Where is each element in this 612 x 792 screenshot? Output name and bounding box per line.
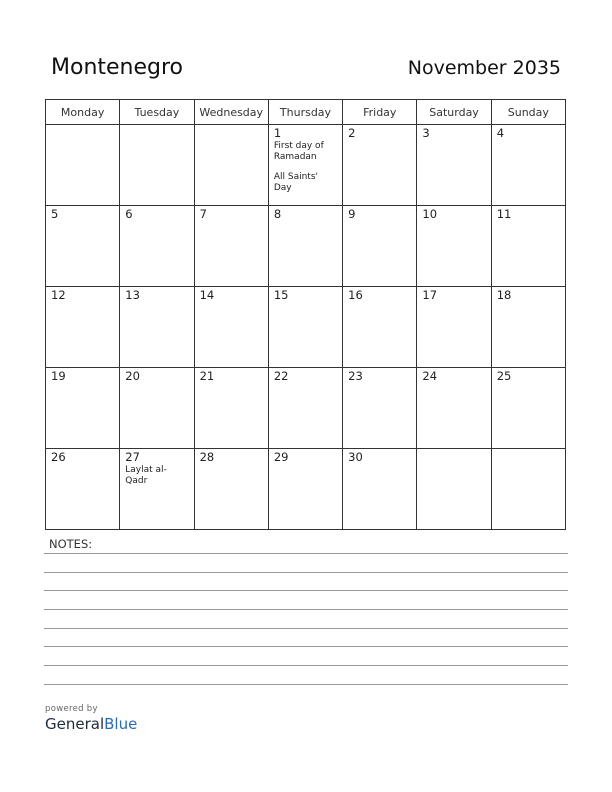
day-cell [343,206,417,287]
week-row [46,125,566,206]
day-cell [491,368,565,449]
day-cell [120,368,194,449]
day-cell [268,449,342,530]
day-cell [417,125,491,206]
weekday-header: Tuesday [120,100,194,125]
day-cell [268,287,342,368]
month-year-title: November 2035 [407,57,561,79]
day-number: 15 [273,288,289,302]
holiday-event: All Saints' Day [273,172,318,193]
brand-general: General [45,715,105,733]
day-number: 29 [273,450,289,464]
day-number: 14 [199,288,215,302]
day-cell [46,287,120,368]
notes-line [44,665,568,666]
brand-blue: Blue [104,715,138,733]
day-cell [417,206,491,287]
day-number: 12 [51,288,66,302]
day-number: 3 [422,126,430,140]
weekday-header: Wednesday [194,100,268,125]
day-cell [120,125,194,206]
day-cell [491,206,565,287]
notes-line [44,646,568,647]
day-number: 22 [273,369,289,383]
week-row [46,206,566,287]
week-row [46,449,566,530]
day-number: 4 [496,126,505,140]
day-cell [491,125,565,206]
day-number: 21 [199,369,215,383]
day-cell [120,206,194,287]
day-cell [120,287,194,368]
day-cell [194,287,268,368]
day-cell [46,368,120,449]
holiday-event: First day of Ramadan [273,141,324,162]
day-number: 6 [125,207,133,221]
country-title: Montenegro [51,55,184,80]
day-number: 25 [496,369,512,383]
brand-footer [45,704,137,733]
day-cell [46,206,120,287]
day-cell [491,287,565,368]
day-number: 8 [273,207,282,221]
day-cell [343,125,417,206]
notes-line [44,572,568,573]
day-cell [417,449,491,530]
day-cell [343,449,417,530]
day-cell [417,368,491,449]
calendar-body [46,125,566,530]
weekday-header: Thursday [268,100,342,125]
day-cell [343,368,417,449]
notes-line [44,609,568,610]
weekday-header: Monday [46,100,120,125]
day-number: 5 [51,207,59,221]
day-cell [343,287,417,368]
day-number: 18 [496,288,512,302]
day-cell [194,449,268,530]
day-number: 11 [496,207,512,221]
day-number: 16 [348,288,363,302]
notes-line [44,628,568,629]
day-number: 26 [51,450,66,464]
day-cell [46,125,120,206]
notes-line [44,684,568,685]
notes-line [44,590,568,591]
weekday-header: Saturday [417,100,491,125]
week-row [46,287,566,368]
day-number: 20 [125,369,140,383]
holiday-event: Laylat al-Qadr [125,465,167,486]
day-number: 1 [273,126,282,140]
day-number: 9 [348,207,356,221]
day-number: 17 [422,288,438,302]
day-number: 27 [125,450,140,464]
brand-logo [45,715,137,733]
weekday-header-row [46,100,566,125]
notes-line [44,553,568,554]
notes-label: NOTES: [49,537,93,551]
day-number: 30 [348,450,363,464]
weekday-header: Friday [343,100,417,125]
calendar-grid [45,99,566,530]
powered-by-text: powered by [45,704,98,714]
day-cell [268,206,342,287]
day-number: 13 [125,288,140,302]
day-number: 2 [348,126,356,140]
day-number: 19 [51,369,66,383]
day-number: 23 [348,369,363,383]
day-number: 10 [422,207,438,221]
day-number: 28 [199,450,215,464]
day-cell [417,287,491,368]
day-cell [491,449,565,530]
day-cell [120,449,194,530]
weekday-header: Sunday [491,100,565,125]
week-row [46,368,566,449]
day-cell [268,368,342,449]
day-number: 24 [422,369,438,383]
day-cell [194,368,268,449]
day-cell [268,125,342,206]
day-number: 7 [199,207,207,221]
day-cell [46,449,120,530]
day-cell [194,206,268,287]
day-cell [194,125,268,206]
